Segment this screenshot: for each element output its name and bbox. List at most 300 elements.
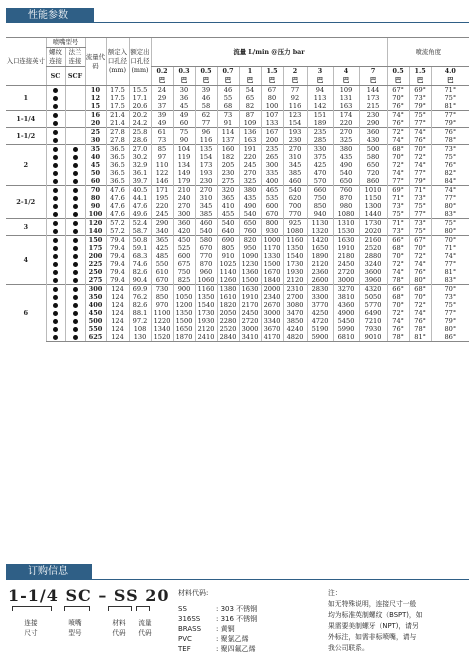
- flow-value: 54: [239, 86, 261, 95]
- flow-value: 1080: [283, 227, 307, 236]
- inlet-size: 2-1/2: [6, 186, 46, 219]
- flow-value: 245: [151, 210, 173, 219]
- rated-inlet: 36.5: [106, 161, 129, 169]
- sc-cell: [46, 128, 65, 137]
- flow-value: 1000: [261, 236, 283, 245]
- sc-available-dot: [53, 121, 58, 126]
- flow-value: 3960: [359, 276, 387, 285]
- sc-cell: [46, 333, 65, 342]
- flow-value: 1500: [239, 276, 261, 285]
- rated-outlet: 108: [129, 325, 151, 333]
- rated-inlet: 57.2: [106, 227, 129, 236]
- flow-value: 1350: [283, 244, 307, 252]
- angle-value: 78°: [387, 333, 409, 342]
- flow-value: 770: [195, 252, 217, 260]
- flow-value: 325: [239, 177, 261, 186]
- flow-value: 435: [333, 153, 359, 161]
- scf-available-dot: [73, 147, 78, 152]
- sc-available-dot: [53, 138, 58, 143]
- rated-outlet: 32.9: [129, 161, 151, 169]
- flow-value: 600: [173, 252, 195, 260]
- flow-value: 235: [261, 145, 283, 154]
- sc-available-dot: [53, 188, 58, 193]
- rated-outlet: 39.7: [129, 177, 151, 186]
- flow-value: 1380: [217, 285, 239, 294]
- material-code: 316SS: [178, 615, 201, 623]
- flow-value: 425: [151, 244, 173, 252]
- flow-value: 116: [283, 102, 307, 111]
- flow-value: 167: [261, 128, 283, 137]
- flow-value: 950: [239, 244, 261, 252]
- sc-available-dot: [53, 327, 58, 332]
- scf-cell: [65, 177, 85, 186]
- flow-value: 189: [307, 119, 333, 128]
- table-row: [6, 161, 469, 169]
- flow-value: 650: [333, 177, 359, 186]
- flow-value: 2840: [217, 333, 239, 342]
- flow-value: 320: [217, 186, 239, 195]
- header-pressure: 0.5 巴: [195, 67, 217, 86]
- flow-code: 500: [85, 317, 106, 325]
- flow-value: 600: [261, 202, 283, 210]
- sc-available-dot: [53, 278, 58, 283]
- flow-value: 5990: [333, 325, 359, 333]
- flow-value: 182: [217, 153, 239, 161]
- flow-code: 10: [85, 86, 106, 95]
- flow-value: 122: [151, 169, 173, 177]
- scf-available-dot: [73, 319, 78, 324]
- flow-value: 1530: [333, 227, 359, 236]
- flow-value: 149: [173, 169, 195, 177]
- flow-value: 540: [333, 169, 359, 177]
- flow-code: 225: [85, 260, 106, 268]
- scf-available-dot: [73, 163, 78, 168]
- table-row: [6, 301, 469, 309]
- flow-value: 146: [151, 177, 173, 186]
- sc-available-dot: [53, 287, 58, 292]
- flow-value: 750: [307, 194, 333, 202]
- flow-value: 720: [359, 169, 387, 177]
- flow-value: 380: [333, 145, 359, 154]
- scf-available-dot: [73, 335, 78, 340]
- rated-inlet: 47.6: [106, 210, 129, 219]
- rated-inlet: 79.4: [106, 276, 129, 285]
- flow-code: 550: [85, 325, 106, 333]
- flow-value: 107: [261, 111, 283, 120]
- flow-code: 150: [85, 236, 106, 245]
- flow-code: 80: [85, 194, 106, 202]
- sc-available-dot: [53, 88, 58, 93]
- angle-value: 66°: [387, 236, 409, 245]
- angle-value: 70°: [387, 94, 409, 102]
- table-row: [6, 252, 469, 260]
- header-nozzle-type: 喷嘴型号: [46, 38, 85, 48]
- scf-cell: [65, 236, 85, 245]
- table-row: [6, 219, 469, 228]
- scf-available-dot: [73, 287, 78, 292]
- angle-value: 74°: [409, 260, 431, 268]
- scf-cell: [65, 333, 85, 342]
- flow-value: 1500: [173, 317, 195, 325]
- flow-value: 195: [151, 194, 173, 202]
- flow-value: 380: [239, 186, 261, 195]
- flow-code: 175: [85, 244, 106, 252]
- header-scf: SCF: [65, 67, 85, 86]
- sc-available-dot: [53, 204, 58, 209]
- flow-value: 2720: [239, 317, 261, 325]
- flow-value: 245: [239, 161, 261, 169]
- code-separator: –: [98, 586, 108, 605]
- angle-value: 73°: [409, 94, 431, 102]
- flow-value: 460: [195, 219, 217, 228]
- angle-value: 77°: [431, 111, 469, 120]
- flow-value: 114: [217, 128, 239, 137]
- scf-cell: [65, 325, 85, 333]
- sc-available-dot: [53, 303, 58, 308]
- flow-value: 82: [239, 102, 261, 111]
- rated-outlet: 20.2: [129, 111, 151, 120]
- angle-value: 74°: [387, 111, 409, 120]
- note-line: 外标注，如需非标喷嘴，请与: [328, 633, 417, 641]
- flow-value: 1910: [333, 244, 359, 252]
- flow-value: 100: [261, 102, 283, 111]
- angle-value: 70°: [387, 252, 409, 260]
- flow-value: 1630: [333, 236, 359, 245]
- flow-value: 1650: [173, 325, 195, 333]
- sc-available-dot: [53, 270, 58, 275]
- angle-value: 76°: [387, 119, 409, 128]
- flow-value: 7930: [359, 325, 387, 333]
- flow-value: 1520: [151, 333, 173, 342]
- sc-available-dot: [53, 229, 58, 234]
- flow-value: 1500: [261, 260, 283, 268]
- rated-inlet: 27.8: [106, 128, 129, 137]
- flow-value: 77: [283, 86, 307, 95]
- flow-value: 3080: [283, 301, 307, 309]
- scf-cell: [65, 194, 85, 202]
- flow-value: 670: [261, 210, 283, 219]
- header-pressure: 2 巴: [283, 67, 307, 86]
- header-pressure: 4 巴: [333, 67, 359, 86]
- sc-available-dot: [53, 179, 58, 184]
- table-row: [6, 285, 469, 294]
- code-size: 1-1/4: [8, 586, 59, 605]
- sc-cell: [46, 136, 65, 145]
- flow-value: 345: [283, 161, 307, 169]
- angle-value: 70°: [431, 236, 469, 245]
- flow-value: 1330: [261, 252, 283, 260]
- angle-value: 83°: [431, 276, 469, 285]
- scf-available-dot: [73, 196, 78, 201]
- flow-value: 270: [283, 145, 307, 154]
- flow-value: 360: [359, 128, 387, 137]
- flow-value: 700: [283, 202, 307, 210]
- material-desc: : 316 不锈钢: [216, 615, 258, 623]
- sc-available-dot: [53, 171, 58, 176]
- flow-value: 490: [333, 161, 359, 169]
- flow-value: 1300: [359, 202, 387, 210]
- flow-value: 113: [307, 94, 333, 102]
- scf-cell: [65, 260, 85, 268]
- flow-value: 1025: [217, 260, 239, 268]
- note-line: 果需要美制螺牙（NPT)，请另: [328, 622, 419, 630]
- flow-value: 191: [239, 145, 261, 154]
- flow-value: 1650: [307, 244, 333, 252]
- flow-value: 1260: [217, 276, 239, 285]
- angle-value: 71°: [387, 219, 409, 228]
- flow-value: 135: [195, 145, 217, 154]
- flow-value: 1670: [261, 268, 283, 276]
- flow-value: 55: [217, 94, 239, 102]
- flow-value: 580: [359, 153, 387, 161]
- sc-cell: [46, 268, 65, 276]
- flow-value: 220: [239, 153, 261, 161]
- flow-value: 1320: [307, 227, 333, 236]
- flow-value: 1540: [283, 252, 307, 260]
- rated-outlet: 50.8: [129, 236, 151, 245]
- flow-value: 36: [173, 94, 195, 102]
- rated-outlet: 49.6: [129, 210, 151, 219]
- flow-value: 265: [261, 153, 283, 161]
- angle-value: 70°: [409, 145, 431, 154]
- code-model: SC: [65, 586, 92, 605]
- flow-value: 2410: [195, 333, 217, 342]
- scf-available-dot: [73, 327, 78, 332]
- rated-inlet: 47.6: [106, 194, 129, 202]
- flow-value: 470: [307, 169, 333, 177]
- flow-value: 800: [261, 219, 283, 228]
- flow-value: 1130: [307, 219, 333, 228]
- inlet-size: 1-1/4: [6, 111, 46, 128]
- angle-value: 67°: [409, 236, 431, 245]
- flow-value: 300: [173, 210, 195, 219]
- sc-cell: [46, 260, 65, 268]
- note-line: 均为标准英制螺纹（BSPT)，如: [328, 611, 423, 619]
- sc-cell: [46, 177, 65, 186]
- rated-outlet: 58.7: [129, 227, 151, 236]
- scf-cell: [65, 219, 85, 228]
- rated-inlet: 36.5: [106, 169, 129, 177]
- sc-cell: [46, 244, 65, 252]
- flow-value: 870: [333, 194, 359, 202]
- rated-inlet: 79.4: [106, 236, 129, 245]
- flow-value: 73: [217, 111, 239, 120]
- header-pressure: 1.5 巴: [261, 67, 283, 86]
- flow-value: 5900: [307, 333, 333, 342]
- angle-value: 74°: [387, 317, 409, 325]
- sc-cell: [46, 94, 65, 102]
- table-row: [6, 194, 469, 202]
- sc-cell: [46, 119, 65, 128]
- rated-outlet: 25.8: [129, 128, 151, 137]
- flow-value: 154: [283, 119, 307, 128]
- angle-value: 79°: [431, 119, 469, 128]
- flow-code: 300: [85, 285, 106, 294]
- flow-value: 97: [151, 153, 173, 161]
- angle-value: 75°: [431, 219, 469, 228]
- flow-value: 535: [261, 194, 283, 202]
- scf-available-dot: [73, 246, 78, 251]
- flow-value: 3600: [359, 268, 387, 276]
- angle-value: 83°: [431, 210, 469, 219]
- flow-value: 154: [195, 153, 217, 161]
- sc-available-dot: [53, 212, 58, 217]
- angle-value: 75°: [409, 202, 431, 210]
- flow-value: 640: [217, 227, 239, 236]
- inlet-size: 4: [6, 236, 46, 285]
- scf-cell: [65, 102, 85, 111]
- flow-value: 540: [283, 186, 307, 195]
- flow-value: 980: [333, 202, 359, 210]
- scf-available-dot: [73, 238, 78, 243]
- flow-value: 430: [359, 136, 387, 145]
- table-row: [6, 293, 469, 301]
- sc-available-dot: [53, 254, 58, 259]
- flow-value: 65: [239, 94, 261, 102]
- sc-cell: [46, 309, 65, 317]
- material-code: SS: [178, 605, 187, 613]
- table-row: [6, 119, 469, 128]
- angle-value: 76°: [409, 317, 431, 325]
- scf-available-dot: [73, 171, 78, 176]
- rated-inlet: 79.4: [106, 260, 129, 268]
- flow-value: 173: [195, 161, 217, 169]
- flow-value: 235: [307, 128, 333, 137]
- table-row: [6, 86, 469, 95]
- flow-code: 250: [85, 268, 106, 276]
- sc-available-dot: [53, 96, 58, 101]
- angle-value: 80°: [409, 276, 431, 285]
- sc-available-dot: [53, 113, 58, 118]
- flow-value: 1440: [359, 210, 387, 219]
- flow-value: 425: [307, 161, 333, 169]
- rated-outlet: 15.5: [129, 86, 151, 95]
- flow-value: 29: [151, 94, 173, 102]
- scf-cell: [65, 252, 85, 260]
- sc-cell: [46, 301, 65, 309]
- flow-value: 174: [333, 111, 359, 120]
- flow-value: 410: [217, 202, 239, 210]
- sc-cell: [46, 102, 65, 111]
- rated-inlet: 124: [106, 317, 129, 325]
- note-line: 如无特殊说明，连接尺寸一般: [328, 600, 417, 608]
- angle-value: 75°: [431, 301, 469, 309]
- material-desc: : 黄铜: [216, 625, 235, 633]
- flow-value: 365: [151, 236, 173, 245]
- flow-value: 1540: [195, 301, 217, 309]
- sc-available-dot: [53, 163, 58, 168]
- scf-cell: [65, 293, 85, 301]
- header-pressure: 0.3 巴: [173, 67, 195, 86]
- flow-value: 92: [283, 94, 307, 102]
- flow-value: 870: [195, 260, 217, 268]
- flow-value: 1930: [195, 317, 217, 325]
- angle-value: 77°: [431, 260, 469, 268]
- flow-code: 140: [85, 227, 106, 236]
- rated-inlet: 124: [106, 293, 129, 301]
- flow-value: 675: [173, 260, 195, 268]
- flow-value: 2170: [239, 301, 261, 309]
- flow-code: 40: [85, 153, 106, 161]
- flow-value: 310: [283, 153, 307, 161]
- rated-inlet: 57.2: [106, 219, 129, 228]
- angle-value: 71°: [431, 244, 469, 252]
- rated-inlet: 21.4: [106, 111, 129, 120]
- rated-outlet: 68.3: [129, 252, 151, 260]
- table-row: [6, 236, 469, 245]
- rated-outlet: 28.6: [129, 136, 151, 145]
- flow-value: 1730: [195, 309, 217, 317]
- rated-inlet: 124: [106, 301, 129, 309]
- flow-value: 220: [151, 202, 173, 210]
- sc-available-dot: [53, 147, 58, 152]
- scf-available-dot: [73, 229, 78, 234]
- scf-cell: [65, 301, 85, 309]
- flow-value: 2180: [333, 252, 359, 260]
- rated-outlet: 24.2: [129, 119, 151, 128]
- flow-value: 230: [359, 111, 387, 120]
- flow-value: 5190: [307, 325, 333, 333]
- note-title: 注：: [328, 589, 342, 597]
- order-section-title: 订购信息: [6, 564, 92, 579]
- inlet-size: 1: [6, 86, 46, 111]
- bracket: [64, 606, 90, 611]
- table-row: [6, 136, 469, 145]
- flow-value: 1310: [333, 219, 359, 228]
- angle-value: 73°: [431, 145, 469, 154]
- flow-value: 540: [239, 210, 261, 219]
- flow-value: 925: [283, 219, 307, 228]
- flow-value: 3850: [283, 317, 307, 325]
- flow-value: 1350: [195, 293, 217, 301]
- flow-value: 39: [195, 86, 217, 95]
- flow-value: 850: [151, 293, 173, 301]
- flow-code: 450: [85, 309, 106, 317]
- flow-value: 420: [173, 227, 195, 236]
- sc-available-dot: [53, 319, 58, 324]
- sc-available-dot: [53, 130, 58, 135]
- scf-available-dot: [73, 155, 78, 160]
- angle-value: 71°: [387, 194, 409, 202]
- flow-value: 570: [307, 177, 333, 186]
- flow-value: 4720: [307, 317, 333, 325]
- flow-value: 2830: [307, 285, 333, 294]
- rated-inlet: 17.5: [106, 86, 129, 95]
- flow-code: 20: [85, 119, 106, 128]
- table-row: [6, 325, 469, 333]
- flow-value: 3240: [359, 260, 387, 268]
- flow-value: 385: [283, 169, 307, 177]
- flow-value: 46: [217, 86, 239, 95]
- flow-value: 455: [217, 210, 239, 219]
- angle-value: 70°: [387, 301, 409, 309]
- flow-value: 285: [307, 136, 333, 145]
- angle-value: 79°: [409, 102, 431, 111]
- flow-value: 670: [151, 276, 173, 285]
- flow-value: 123: [283, 111, 307, 120]
- flow-value: 1090: [239, 252, 261, 260]
- rated-inlet: 47.6: [106, 186, 129, 195]
- flow-code: 30: [85, 136, 106, 145]
- angle-value: 73°: [409, 219, 431, 228]
- flow-value: 49: [151, 119, 173, 128]
- table-row: [6, 128, 469, 137]
- flow-value: 1840: [261, 276, 283, 285]
- flow-value: 200: [261, 136, 283, 145]
- angle-value: 73°: [387, 227, 409, 236]
- flow-value: 2120: [195, 325, 217, 333]
- angle-value: 77°: [409, 210, 431, 219]
